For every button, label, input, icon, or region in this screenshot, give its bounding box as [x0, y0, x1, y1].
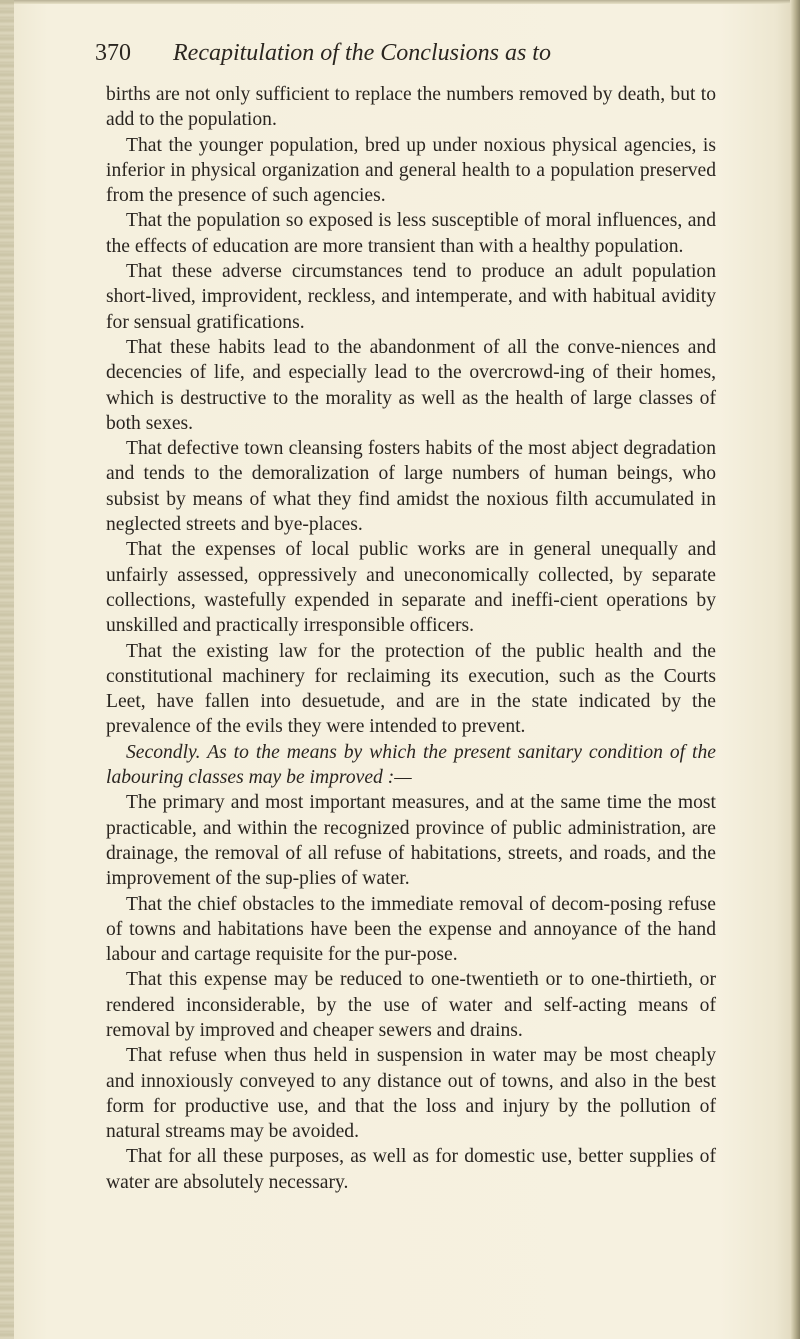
- running-header: [95, 40, 735, 74]
- running-title: Recapitulation of the Conclusions as to: [173, 40, 551, 66]
- paragraph: That the younger population, bred up under noxious physical agencies, is inferior in physical organization and general health to a population preserved from the presence of such agencies.: [106, 134, 716, 207]
- paragraph: That the chief obstacles to the immediate removal of decom-posing refuse of towns and habitations have been the expense and annoyance of the hand labour and cartage requisite for the pur-pose.: [106, 893, 716, 966]
- top-edge-shadow: [0, 0, 800, 4]
- page-number: 370: [95, 40, 131, 66]
- paragraph: That the population so exposed is less susceptible of moral influences, and the effects of education are more transient than with a healthy population.: [106, 210, 716, 257]
- paragraph: That this expense may be reduced to one-twentieth or to one-thirtieth, or rendered inconsiderable, by the use of water and self-acting means of removal by improved and cheaper sewers and drains.: [106, 969, 716, 1041]
- section-heading: Secondly. As to the means by which the present sanitary condition of the labouring classes may be improved :—: [106, 741, 716, 789]
- paragraph: That these habits lead to the abandonment of all the conve-niences and decencies of life, and especially lead to the overcrowd-ing of their homes, which is destructive to the morality as well as the health of large classes of both sexes.: [106, 336, 716, 434]
- paragraph: That the existing law for the protection of the public health and the constitutional machinery for reclaiming its execution, such as the Courts Leet, have fallen into desuetude, and are in the state indicated by the prevalence of the evils they were intended to prevent.: [106, 640, 716, 738]
- paragraph: That refuse when thus held in suspension in water may be most cheaply and innoxiously conveyed to any distance out of towns, and also in the best form for productive use, and that the loss and injury by the pollution of natural streams may be avoided.: [106, 1045, 716, 1143]
- page-edge: [790, 0, 800, 1339]
- binding-edge: [0, 0, 14, 1339]
- paragraph: That these adverse circumstances tend to produce an adult population short-lived, improvident, reckless, and intemperate, and with habitual avidity for sensual gratifications.: [106, 261, 716, 333]
- paragraph: That defective town cleansing fosters habits of the most abject degradation and tends to the demoralization of large numbers of human beings, who subsist by means of what they find amidst the noxious filth accumulated in neglected streets and bye-places.: [106, 438, 716, 536]
- paragraph: That the expenses of local public works are in general unequally and unfairly assessed, oppressively and uneconomically collected, by separate collections, wastefully expended in separate and ineffi-cient operations by unskilled and practically irresponsible officers.: [106, 539, 716, 637]
- paragraph: births are not only sufficient to replace the numbers removed by death, but to add to the population.: [106, 84, 716, 131]
- body-text: [106, 82, 716, 1195]
- paragraph: The primary and most important measures, and at the same time the most practicable, and within the recognized province of public administration, are drainage, the removal of all refuse of habitations, streets, and roads, and the improvement of the sup-plies of water.: [106, 792, 716, 890]
- paragraph: That for all these purposes, as well as for domestic use, better supplies of water are absolutely necessary.: [106, 1146, 716, 1193]
